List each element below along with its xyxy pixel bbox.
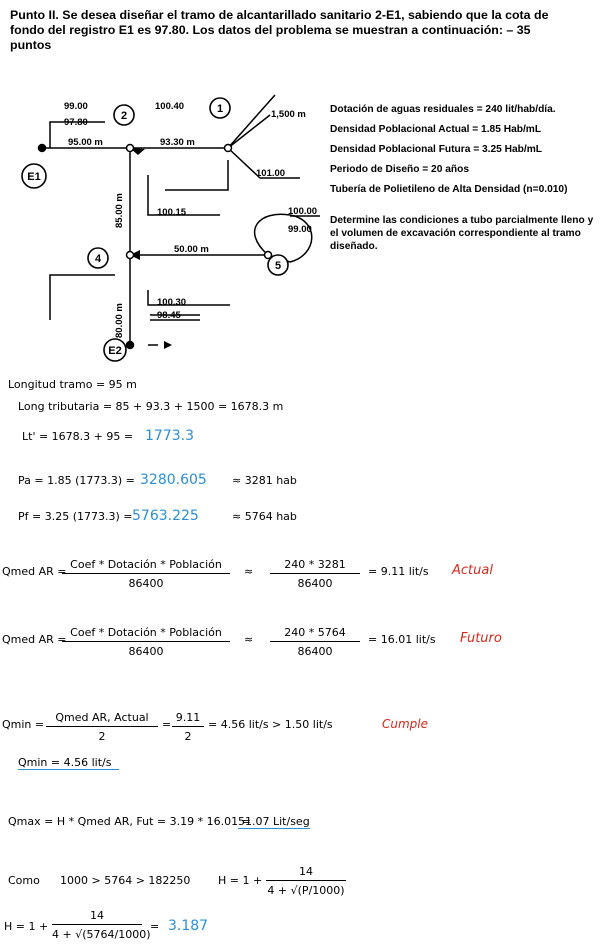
length-95: 95.00 m xyxy=(68,137,103,148)
h2-eq: = xyxy=(150,920,160,933)
work-lt-value: 1773.3 xyxy=(145,428,194,444)
problem-statement xyxy=(10,8,590,53)
spec-tuberia: Tubería de Polietileno de Alta Densidad (n=0.010) xyxy=(330,184,568,195)
q2-numerator: Coef * Dotación * Población xyxy=(70,626,222,639)
cota-100-00: 100.00 xyxy=(288,206,318,217)
work-pf-round: ≈ 5764 hab xyxy=(232,510,297,523)
cota-98-45: 98.45 xyxy=(157,310,181,321)
work-longitud: Longitud tramo = 95 m xyxy=(8,378,137,391)
h-formula-numerator: 14 xyxy=(299,865,313,878)
length-50: 50.00 m xyxy=(174,244,209,255)
q1-numerator-2: 240 * 3281 xyxy=(284,558,346,571)
cota-100-40: 100.40 xyxy=(155,101,185,112)
h-formula-fraction xyxy=(266,865,346,897)
node-e1-label: E1 xyxy=(27,171,41,183)
h2-denominator: 4 + √(5764/1000) xyxy=(52,924,142,941)
work-lt-expr: Lt' = 1678.3 + 95 = xyxy=(22,430,134,443)
q1-result: = 9.11 lit/s xyxy=(368,565,429,578)
cota-97-80: 97.80 xyxy=(64,117,88,128)
como-label: Como xyxy=(8,874,40,887)
qmin-tag: Cumple xyxy=(382,717,429,731)
qmin-numerator-2: 9.11 xyxy=(175,711,201,724)
manhole-1 xyxy=(225,145,232,152)
qmin-numerator: Qmed AR, Actual xyxy=(55,711,149,724)
qmax-expr: Qmax = H * Qmed AR, Fut = 3.19 * 16.01 = xyxy=(8,815,251,828)
como-inequality: 1000 > 5764 > 182250 xyxy=(60,874,191,887)
manhole-e2 xyxy=(127,342,134,349)
h-formula-pre: H = 1 + xyxy=(218,874,263,887)
manhole-4 xyxy=(127,252,134,259)
q2-numerator-2: 240 * 5764 xyxy=(284,626,346,639)
cota-100-30: 100.30 xyxy=(157,297,187,308)
q1-fraction xyxy=(62,558,230,590)
task-line-3: diseñado. xyxy=(330,241,378,252)
h2-value: 3.187 xyxy=(168,918,209,934)
qmin-denominator-2: 2 xyxy=(172,726,204,743)
spec-densidad-futura: Densidad Poblacional Futura = 3.25 Hab/mL xyxy=(330,144,543,155)
h2-fraction xyxy=(52,909,151,941)
spec-dotacion: Dotación de aguas residuales = 240 lit/hab/día. xyxy=(330,104,556,115)
work-pf-value: 5763.225 xyxy=(132,508,199,524)
manhole-e1 xyxy=(39,145,46,152)
node-5-label: 5 xyxy=(274,260,282,272)
cota-101-00: 101.00 xyxy=(256,168,286,179)
h-formula-denominator: 4 + √(P/1000) xyxy=(266,880,346,897)
problem-line-2: fondo del registro E1 es 97.80. Los datos del problema se muestran a continuación: – 35 xyxy=(10,23,531,37)
work-long-trib: Long tributaria = 85 + 93.3 + 1500 = 1678.3 m xyxy=(18,400,284,413)
q1-fraction-2 xyxy=(270,558,360,590)
length-93-30: 93.30 m xyxy=(160,137,195,148)
q2-lhs: Qmed AR = xyxy=(2,633,67,646)
h2-numerator: 14 xyxy=(90,909,104,922)
qmin-eq: = xyxy=(162,718,172,731)
length-85: 85.00 m xyxy=(114,193,125,228)
work-pa-round: ≈ 3281 hab xyxy=(232,474,297,487)
task-line-1: Determine las condiciones a tubo parcialmente lleno y xyxy=(330,215,594,226)
spec-periodo: Periodo de Diseño = 20 años xyxy=(330,164,469,175)
work-pa-expr: Pa = 1.85 (1773.3) = xyxy=(18,474,135,487)
qmin-result: = 4.56 lit/s > 1.50 lit/s xyxy=(208,718,333,731)
problem-line-1: Punto II. Se desea diseñar el tramo de alcantarillado sanitario 2-E1, sabiendo que la cota de xyxy=(10,8,549,22)
q1-numerator: Coef * Dotación * Población xyxy=(70,558,222,571)
q2-denominator-2: 86400 xyxy=(270,641,360,658)
qmin-fraction xyxy=(46,711,158,743)
q1-denominator: 86400 xyxy=(62,573,230,590)
q2-tag: Futuro xyxy=(460,631,502,646)
length-1500: 1,500 m xyxy=(271,109,306,120)
qmin-fraction-2 xyxy=(172,711,204,743)
node-2-label: 2 xyxy=(120,110,128,122)
pipe-1500 xyxy=(228,95,275,148)
work-pa-value: 3280.605 xyxy=(140,472,207,488)
node-e2-label: E2 xyxy=(108,345,122,357)
q2-approx: ≈ xyxy=(244,633,254,646)
q2-denominator: 86400 xyxy=(62,641,230,658)
cota-100-15: 100.15 xyxy=(157,207,187,218)
sewer-network-diagram xyxy=(0,80,330,365)
manhole-2 xyxy=(127,145,134,152)
node-1-label: 1 xyxy=(216,103,224,115)
q1-lhs: Qmed AR = xyxy=(2,565,67,578)
cota-99-00b: 99.00 xyxy=(288,224,312,235)
q2-fraction-2 xyxy=(270,626,360,658)
spec-densidad-actual: Densidad Poblacional Actual = 1.85 Hab/mL xyxy=(330,124,542,135)
qmin-denominator: 2 xyxy=(46,726,158,743)
q2-fraction xyxy=(62,626,230,658)
problem-data xyxy=(330,100,602,253)
q2-result: = 16.01 lit/s xyxy=(368,633,436,646)
work-pf-expr: Pf = 3.25 (1773.3) = xyxy=(18,510,133,523)
qmin-lhs: Qmin = xyxy=(2,718,45,731)
q1-approx: ≈ xyxy=(244,565,254,578)
q1-tag: Actual xyxy=(452,563,493,578)
qmax-value: 51.07 Lit/seg xyxy=(238,815,310,828)
qmin-final: Qmin = 4.56 lit/s xyxy=(18,756,119,770)
q1-denominator-2: 86400 xyxy=(270,573,360,590)
h2-pre: H = 1 + xyxy=(4,920,49,933)
node-4-label: 4 xyxy=(94,253,102,265)
length-80: 80.00 m xyxy=(114,303,125,338)
task-line-2: el volumen de excavación correspondiente al tramo xyxy=(330,228,581,239)
cota-99-00: 99.00 xyxy=(64,101,88,112)
problem-line-3: puntos xyxy=(10,38,52,52)
